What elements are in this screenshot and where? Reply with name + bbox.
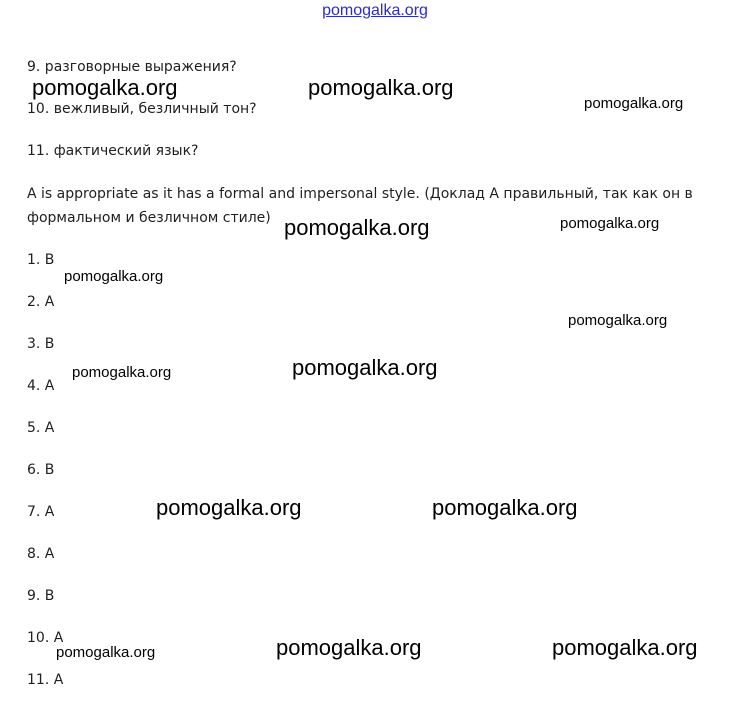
watermark: pomogalka.org: [32, 75, 178, 100]
watermark: pomogalka.org: [156, 495, 302, 520]
answer-2: 2. A: [27, 294, 55, 310]
watermark: pomogalka.org: [56, 644, 156, 661]
header-watermark[interactable]: pomogalka.org: [322, 2, 428, 19]
answer-6: 6. B: [27, 462, 55, 478]
answer-5: 5. A: [27, 420, 55, 436]
answer-11: 11. A: [27, 672, 64, 688]
question-9: 9. разговорные выражения?: [27, 59, 237, 75]
answer-paragraph: A is appropriate as it has a formal and impersonal style. (Доклад A правильный, так как он в формальном и безличном стиле): [27, 186, 693, 226]
answer-3: 3. B: [27, 336, 55, 352]
watermark: pomogalka.org: [568, 312, 668, 329]
watermark: pomogalka.org: [276, 635, 422, 660]
watermark: pomogalka.org: [284, 215, 430, 240]
answer-9: 9. B: [27, 588, 55, 604]
watermark: pomogalka.org: [308, 75, 454, 100]
watermark: pomogalka.org: [292, 355, 438, 380]
watermark: pomogalka.org: [560, 215, 660, 232]
answer-8: 8. A: [27, 546, 55, 562]
answer-1: 1. B: [27, 252, 55, 268]
watermark: pomogalka.org: [584, 95, 684, 112]
question-11: 11. фактический язык?: [27, 143, 199, 159]
watermark: pomogalka.org: [432, 495, 578, 520]
watermark: pomogalka.org: [64, 268, 164, 285]
question-10: 10. вежливый, безличный тон?: [27, 101, 257, 117]
watermark: pomogalka.org: [72, 364, 172, 381]
answer-7: 7. A: [27, 504, 55, 520]
answer-4: 4. A: [27, 378, 55, 394]
watermark: pomogalka.org: [552, 635, 698, 660]
answer-10: 10. A: [27, 630, 64, 646]
